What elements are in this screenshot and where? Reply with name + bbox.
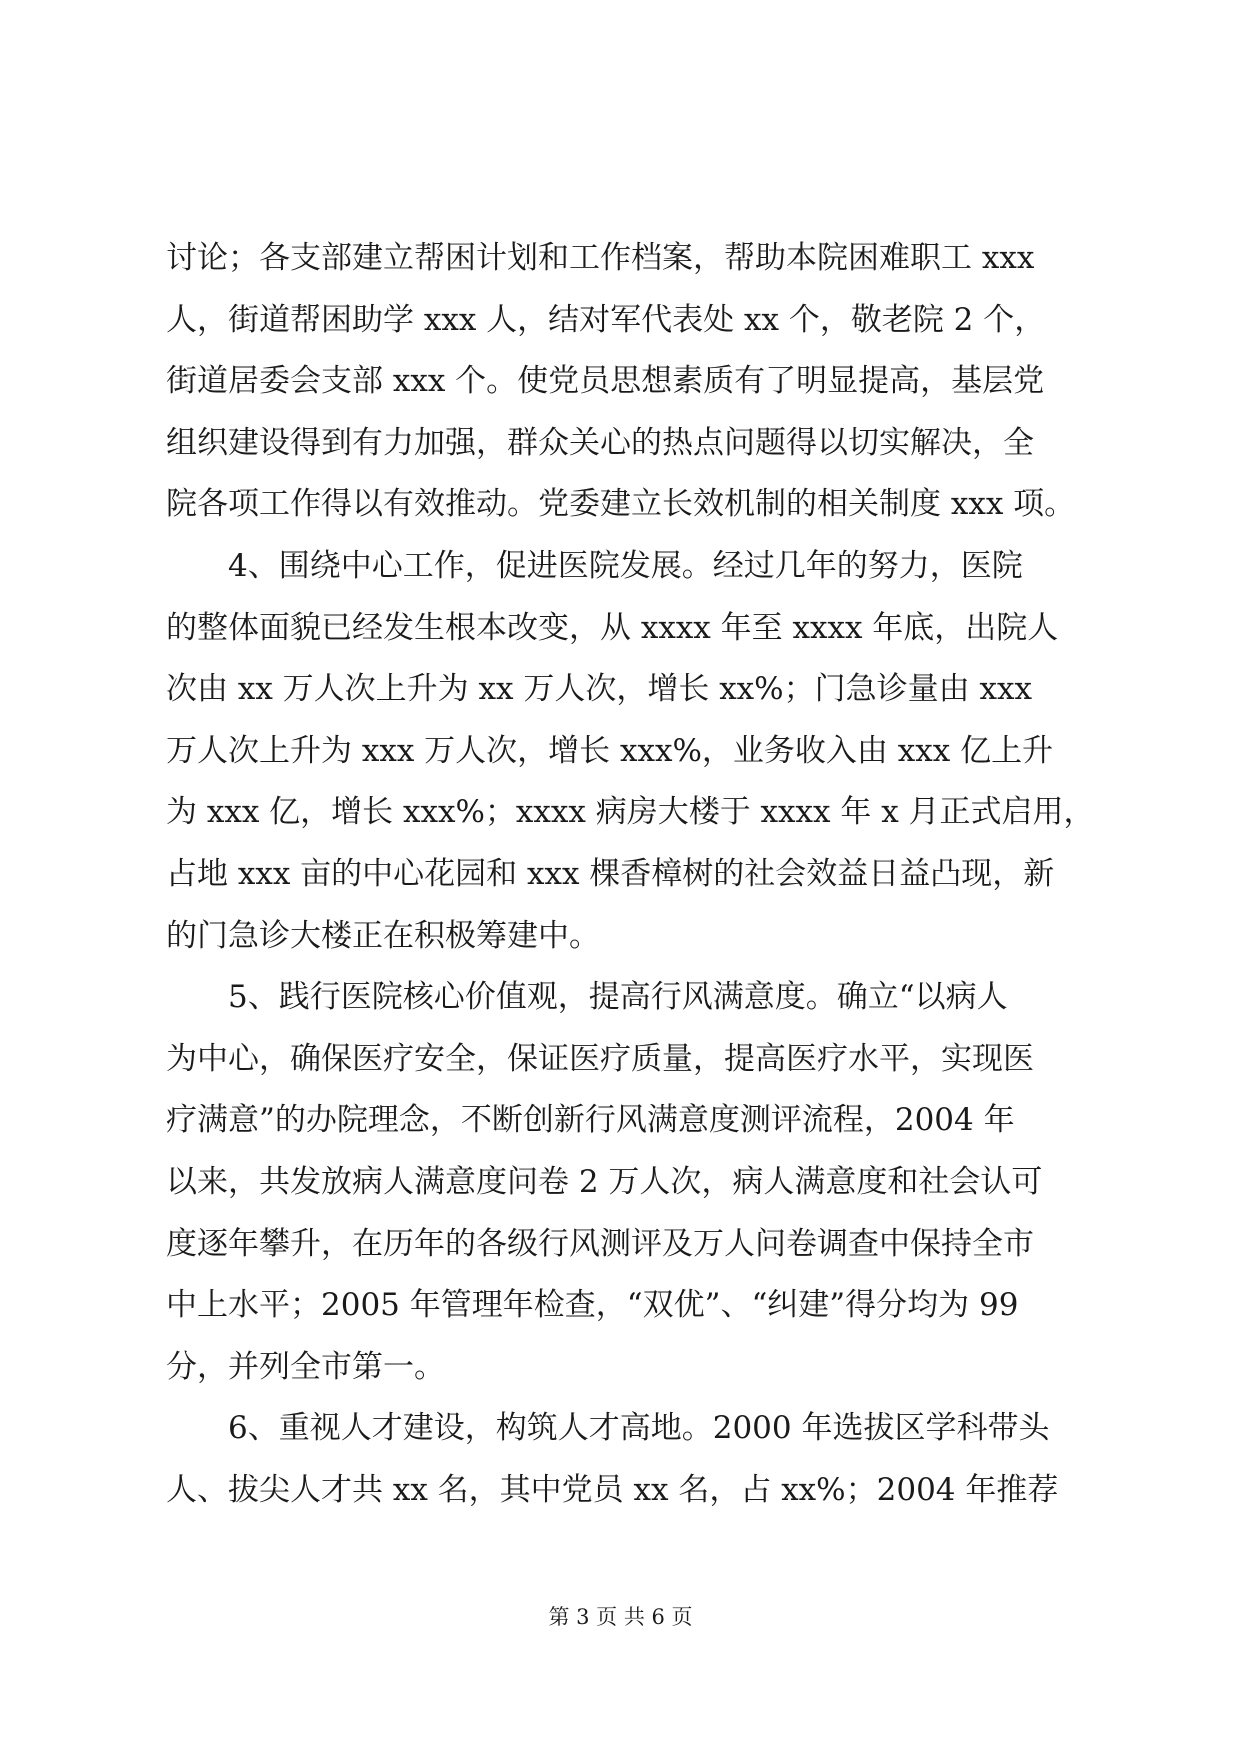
paragraph-6-first-line: 6、重视人才建设，构筑人才高地。2000 年选拔区学科带头 xyxy=(228,1410,1050,1447)
text-line: 疗满意”的办院理念，不断创新行风满意度测评流程，2004 年 xyxy=(166,1102,1015,1139)
text-line: 分，并列全市第一。 xyxy=(166,1348,445,1385)
text-line: 街道居委会支部 xxx 个。使党员思想素质有了明显提高，基层党 xyxy=(166,363,1045,400)
page-footer: 第 3 页 共 6 页 xyxy=(548,1605,693,1629)
text-line: 度逐年攀升，在历年的各级行风测评及万人问卷调查中保持全市 xyxy=(166,1225,1034,1262)
paragraph-5-first-line: 5、践行医院核心价值观，提高行风满意度。确立“以病人 xyxy=(228,979,1008,1016)
text-line: 万人次上升为 xxx 万人次，增长 xxx%，业务收入由 xxx 亿上升 xyxy=(166,732,1054,769)
text-line: 讨论；各支部建立帮困计划和工作档案，帮助本院困难职工 xxx xyxy=(166,240,1035,276)
paragraph-4-first-line: 4、围绕中心工作，促进医院发展。经过几年的努力，医院 xyxy=(228,547,1023,584)
text-line: 占地 xxx 亩的中心花园和 xxx 棵香樟树的社会效益日益凸现，新 xyxy=(166,855,1055,892)
text-line: 为中心，确保医疗安全，保证医疗质量，提高医疗水平，实现医 xyxy=(166,1040,1034,1077)
document-body xyxy=(166,228,1096,1521)
text-line: 以来，共发放病人满意度问卷 2 万人次，病人满意度和社会认可 xyxy=(166,1163,1043,1200)
text-line: 组织建设得到有力加强，群众关心的热点问题得以切实解决，全 xyxy=(166,424,1034,461)
text-line: 人、拔尖人才共 xx 名，其中党员 xx 名，占 xx%；2004 年推荐 xyxy=(166,1471,1059,1508)
text-line: 次由 xx 万人次上升为 xx 万人次，增长 xx%；门急诊量由 xxx xyxy=(166,671,1032,708)
text-line: 的门急诊大楼正在积极筹建中。 xyxy=(166,917,600,954)
text-line: 为 xxx 亿，增长 xxx%；xxxx 病房大楼于 xxxx 年 x 月正式启用， xyxy=(166,794,1095,831)
text-line: 中上水平；2005 年管理年检查，“双优”、“纠建”得分均为 99 xyxy=(166,1287,1019,1324)
text-line: 的整体面貌已经发生根本改变，从 xxxx 年至 xxxx 年底，出院人 xyxy=(166,609,1059,646)
text-line: 人，街道帮困助学 xxx 人，结对军代表处 xx 个，敬老院 2 个， xyxy=(166,301,1046,338)
text-line: 院各项工作得以有效推动。党委建立长效机制的相关制度 xxx 项。 xyxy=(166,486,1076,523)
